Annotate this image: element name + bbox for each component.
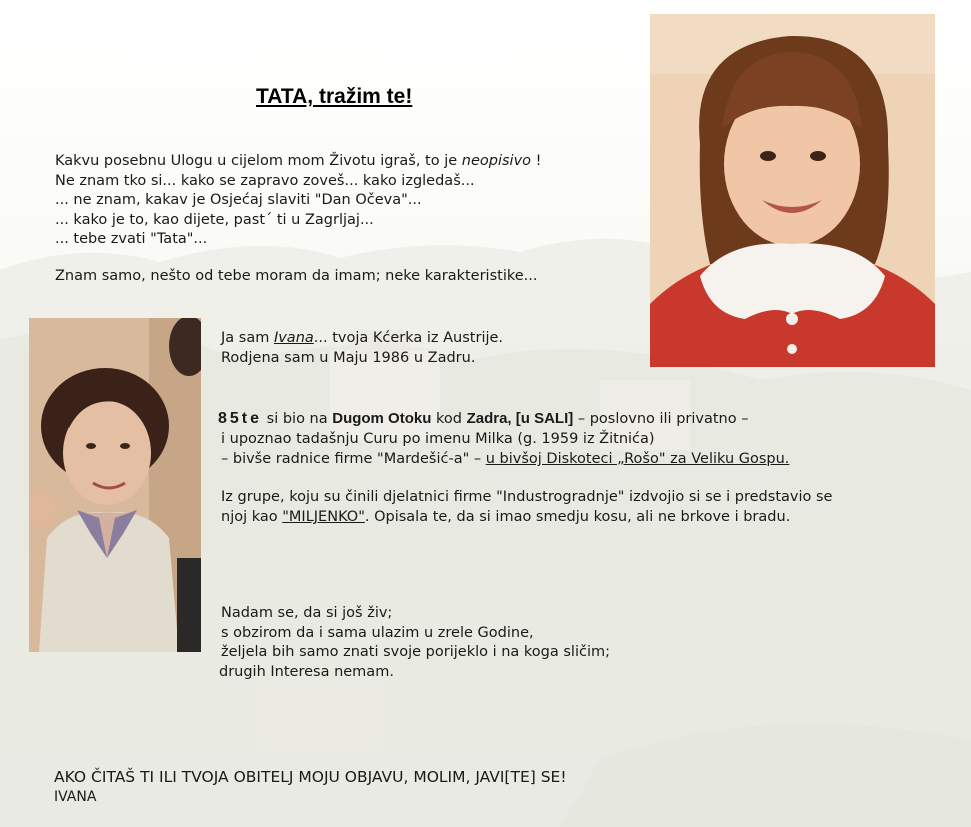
story-place-1: Dugom Otoku xyxy=(332,410,432,427)
page-title: TATA, tražim te! xyxy=(256,85,413,108)
story-year: 85te xyxy=(218,410,263,427)
about-line-2: Rodjena sam u Maju 1986 u Zadru. xyxy=(221,349,476,366)
intro-line-4: ... kako je to, kao dijete, past´ ti u Zagrljaj... xyxy=(55,211,374,228)
intro-line-1 xyxy=(55,152,541,172)
about-paragraph xyxy=(221,329,503,368)
about-name: Ivana xyxy=(273,330,314,346)
hope-paragraph xyxy=(219,604,610,682)
story-s2: kod xyxy=(431,411,467,427)
story-line-3-pre: – bivše radnice firme "Mardešić-a" – xyxy=(221,451,486,467)
group-name-miljenko: "MILJENKO" xyxy=(282,509,365,525)
known-line: Znam samo, nešto od tebe moram da imam; neke karakteristike... xyxy=(55,268,538,284)
hope-line-3: željela bih samo znati svoje porijeklo i na koga sličim; xyxy=(221,644,611,660)
group-line-1: Iz grupe, koju su činili djelatnici firme "Industrogradnje" izdvojio si se i predstavio se xyxy=(221,489,833,505)
intro-line-5: ... tebe zvati "Tata"... xyxy=(55,231,208,247)
mother-portrait-photo xyxy=(29,318,201,652)
intro-line-1-text: Kakvu posebnu Ulogu u cijelom mom Životu igraš, to je xyxy=(55,153,462,169)
intro-paragraph xyxy=(55,152,541,250)
about-post: ... tvoja Kćerka iz Austrije. xyxy=(313,330,504,346)
footer-appeal xyxy=(54,767,567,807)
group-line-2 xyxy=(221,507,832,527)
intro-italic-word: neopisivo xyxy=(461,153,532,169)
hope-line-4: drugih Interesa nemam. xyxy=(219,663,394,680)
intro-line-3: ... ne znam, kakav je Osjećaj slaviti "Dan Očeva"... xyxy=(55,192,422,208)
story-line-2: i upoznao tadašnju Curu po imenu Milka (g. 1959 iz Žitnića) xyxy=(221,431,655,447)
group-paragraph xyxy=(221,487,832,527)
intro-line-2: Ne znam tko si... kako se zapravo zoveš... kako izgledaš... xyxy=(55,172,475,189)
signature-name: IVANA xyxy=(54,789,97,805)
about-line-1 xyxy=(221,329,503,349)
hope-line-1: Nadam se, da si još živ; xyxy=(221,605,393,621)
group-line-2-pre: njoj kao xyxy=(221,509,283,525)
appeal-text: AKO ČITAŠ TI ILI TVOJA OBITELJ MOJU OBJAVU, MOLIM, JAVI[TE] SE! xyxy=(54,768,567,786)
girl-portrait-photo xyxy=(650,14,935,367)
hope-line-2: s obzirom da i sama ulazim u zrele Godine, xyxy=(221,624,534,641)
group-line-2-post: . Opisala te, da si imao smedju kosu, ali ne brkove i bradu. xyxy=(364,509,791,525)
story-paragraph xyxy=(218,409,789,469)
story-line-1 xyxy=(218,409,789,429)
about-pre: Ja sam xyxy=(221,330,274,346)
story-line-3 xyxy=(218,449,789,469)
story-s3: – poslovno ili privatno – xyxy=(573,411,749,427)
intro-line-1-end: ! xyxy=(531,153,542,169)
story-line-3-underlined: u bivšoj Diskoteci „Rošo" za Veliku Gospu. xyxy=(485,451,790,467)
story-place-2: Zadra, [u SALI] xyxy=(466,410,574,427)
story-s1: si bio na xyxy=(262,411,333,427)
